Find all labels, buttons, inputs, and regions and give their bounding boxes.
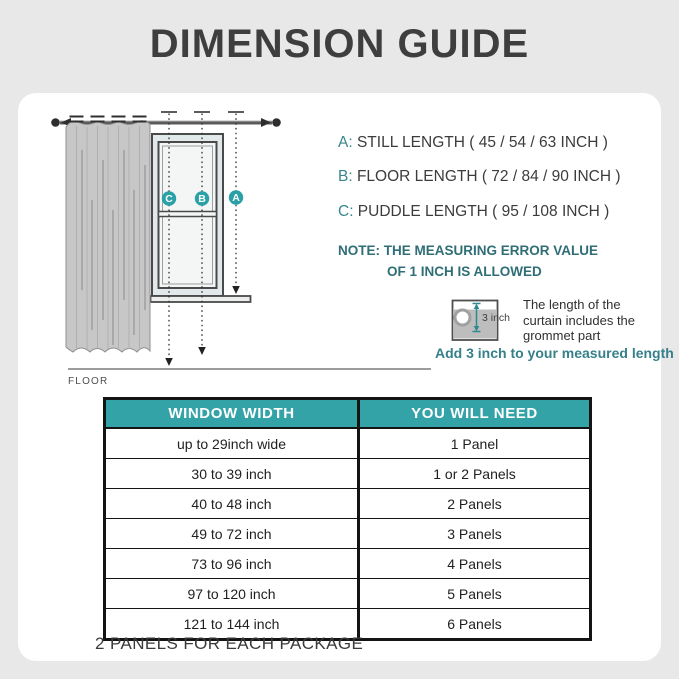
cell-panels: 3 Panels [359, 519, 591, 549]
floor-label: FLOOR [68, 376, 109, 387]
cell-width: 121 to 144 inch [105, 609, 359, 640]
table-row [105, 489, 591, 519]
cell-width: 30 to 39 inch [105, 459, 359, 489]
svg-text:C: C [165, 193, 173, 206]
table-row [105, 549, 591, 579]
svg-text:A: A [232, 192, 240, 205]
cell-panels: 5 Panels [359, 579, 591, 609]
panel-guide-table [103, 397, 592, 641]
legend-prefix-a: A: [338, 134, 353, 151]
cell-width: 49 to 72 inch [105, 519, 359, 549]
note-line2: OF 1 INCH IS ALLOWED [387, 264, 542, 279]
badge-a [229, 190, 243, 204]
cell-panels: 4 Panels [359, 549, 591, 579]
header-window-width: WINDOW WIDTH [105, 399, 359, 429]
legend-text-c: PUDDLE LENGTH ( 95 / 108 INCH ) [353, 203, 610, 220]
curtain-icon [66, 117, 150, 353]
cell-width: 40 to 48 inch [105, 489, 359, 519]
cell-panels: 1 Panel [359, 428, 591, 459]
header-you-will-need: YOU WILL NEED [359, 399, 591, 429]
measuring-note [338, 240, 598, 282]
cell-panels: 6 Panels [359, 609, 591, 640]
legend-floor-length [338, 168, 621, 186]
grommet-tip: Add 3 inch to your measured length [435, 345, 674, 361]
note-label: NOTE: [338, 243, 380, 258]
table-header-row [105, 399, 591, 429]
legend-still-length [338, 134, 608, 152]
page-title: DIMENSION GUIDE [149, 22, 530, 66]
note-line1: NOTE: THE MEASURING ERROR VALUE [338, 243, 599, 258]
table-row [105, 428, 591, 459]
package-note: 2 PANELS FOR EACH PACKAGE [95, 634, 364, 653]
cell-panels: 2 Panels [359, 489, 591, 519]
grommet-description: The length of the curtain includes the grommet part [523, 297, 636, 343]
legend-text-a: STILL LENGTH ( 45 / 54 / 63 INCH ) [352, 134, 608, 151]
legend-text-b: FLOOR LENGTH ( 72 / 84 / 90 INCH ) [352, 168, 621, 185]
legend-puddle-length [338, 203, 609, 221]
grommet-measure-label: 3 inch [482, 312, 511, 324]
table-row [105, 519, 591, 549]
content-card [18, 93, 674, 661]
legend-prefix-c: C: [338, 203, 354, 220]
cell-width: up to 29inch wide [105, 428, 359, 459]
table-row [105, 459, 591, 489]
grommet-measure-icon [449, 297, 525, 345]
cell-panels: 1 or 2 Panels [359, 459, 591, 489]
badge-b [195, 191, 209, 205]
legend-prefix-b: B: [338, 168, 353, 185]
cell-width: 97 to 120 inch [105, 579, 359, 609]
cell-width: 73 to 96 inch [105, 549, 359, 579]
table-row [105, 579, 591, 609]
badge-c [162, 191, 176, 205]
svg-text:B: B [198, 193, 206, 206]
floor-line [68, 369, 431, 387]
